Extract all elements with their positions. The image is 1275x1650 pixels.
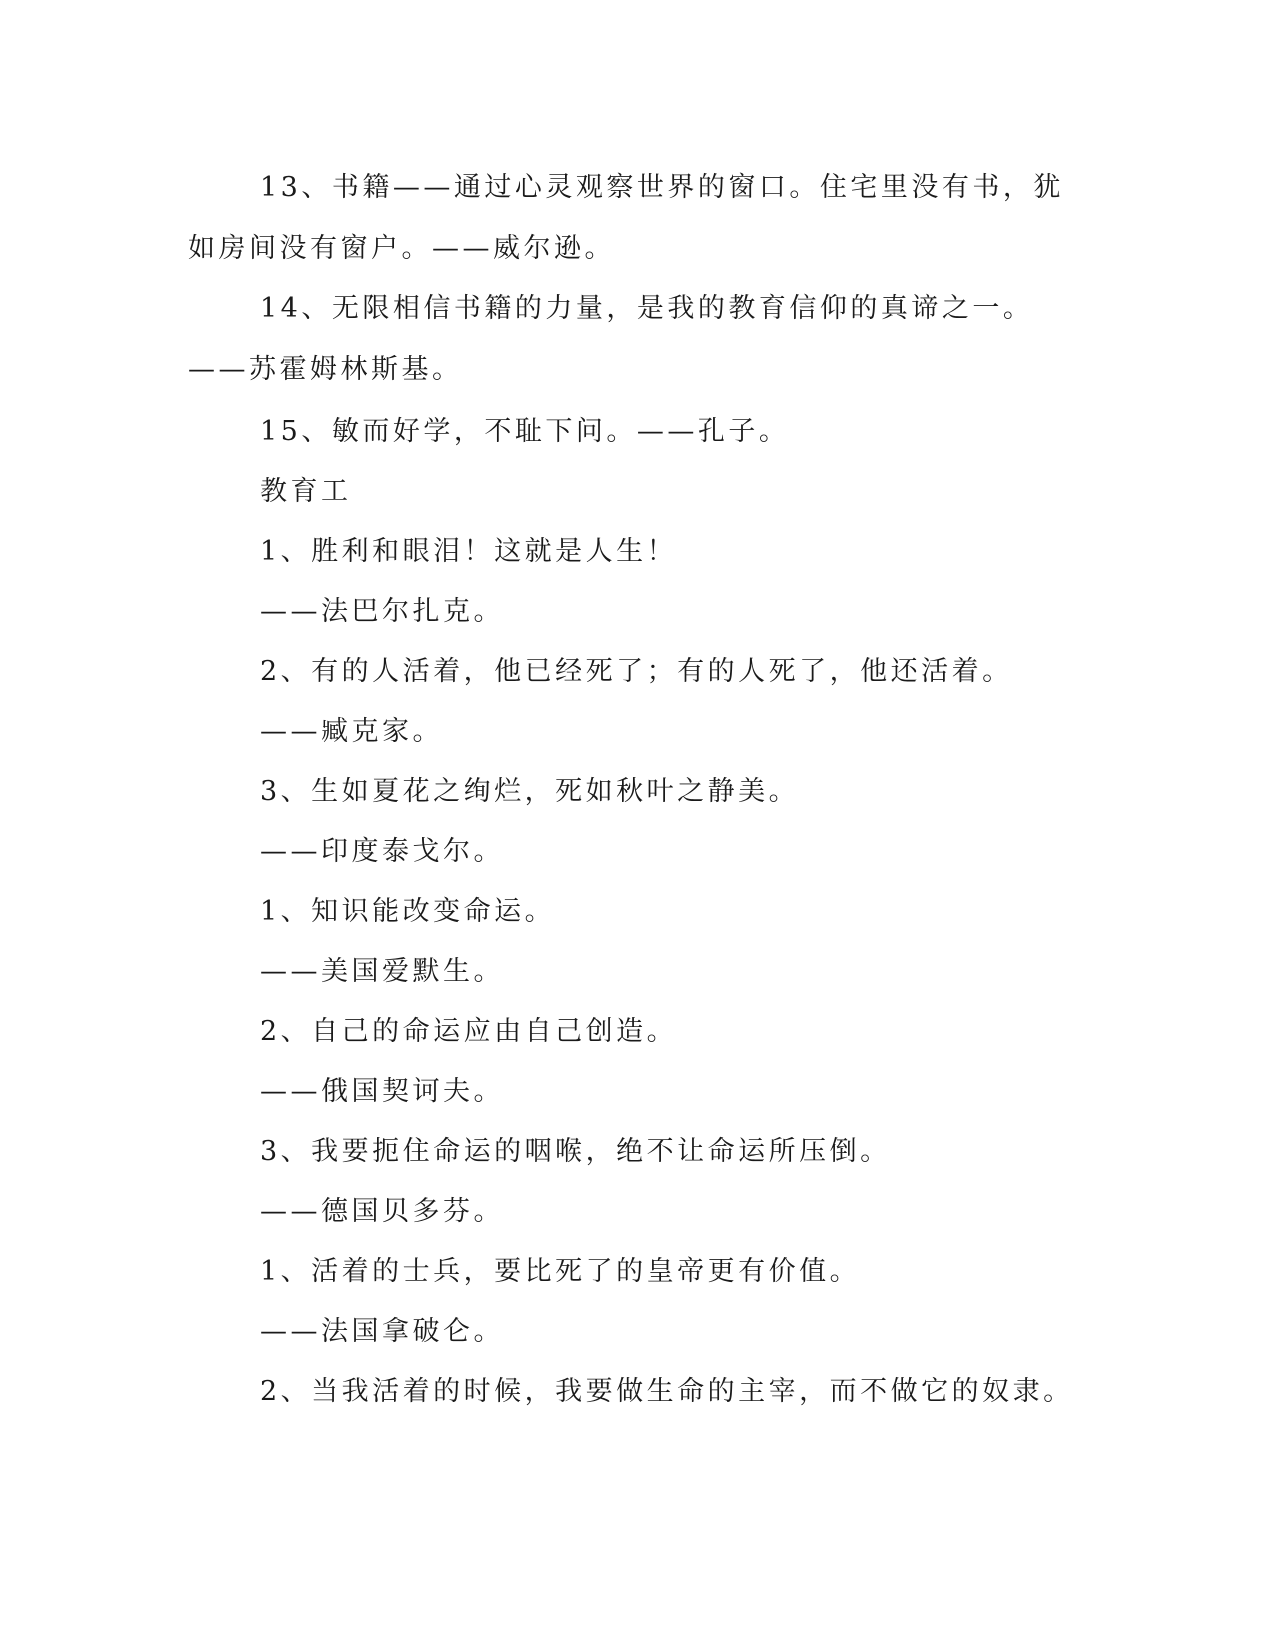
- quote-author: ——俄国契诃夫。: [260, 1076, 504, 1107]
- quote-line: 3、我要扼住命运的咽喉，绝不让命运所压倒。: [260, 1136, 891, 1167]
- quote-line: 3、生如夏花之绚烂，死如秋叶之静美。: [260, 776, 800, 807]
- quote-author: ——印度泰戈尔。: [260, 836, 504, 867]
- quote-line: 2、有的人活着，他已经死了；有的人死了，他还活着。: [260, 656, 1013, 687]
- quote-line: 15、敏而好学，不耻下问。——孔子。: [260, 416, 790, 447]
- quote-line: 1、胜利和眼泪！这就是人生！: [260, 536, 678, 567]
- quote-line: 2、自己的命运应由自己创造。: [260, 1016, 678, 1047]
- quote-paragraph-13: 13、书籍——通过心灵观察世界的窗口。住宅里没有书，犹如房间没有窗户。——威尔逊。: [188, 172, 1064, 264]
- quote-line: 2、当我活着的时候，我要做生命的主宰，而不做它的奴隶。: [260, 1376, 1074, 1407]
- quote-author: ——德国贝多芬。: [260, 1196, 504, 1227]
- quote-author: ——法巴尔扎克。: [260, 596, 504, 627]
- quote-author: ——臧克家。: [260, 716, 443, 747]
- quote-line: 1、知识能改变命运。: [260, 896, 556, 927]
- quote-line: 1、活着的士兵，要比死了的皇帝更有价值。: [260, 1256, 861, 1287]
- section-heading: 教育工: [260, 476, 352, 507]
- quote-author: ——法国拿破仑。: [260, 1316, 504, 1347]
- quote-author: ——美国爱默生。: [260, 956, 504, 987]
- quote-paragraph-14: 14、无限相信书籍的力量，是我的教育信仰的真谛之一。——苏霍姆林斯基。: [188, 293, 1034, 385]
